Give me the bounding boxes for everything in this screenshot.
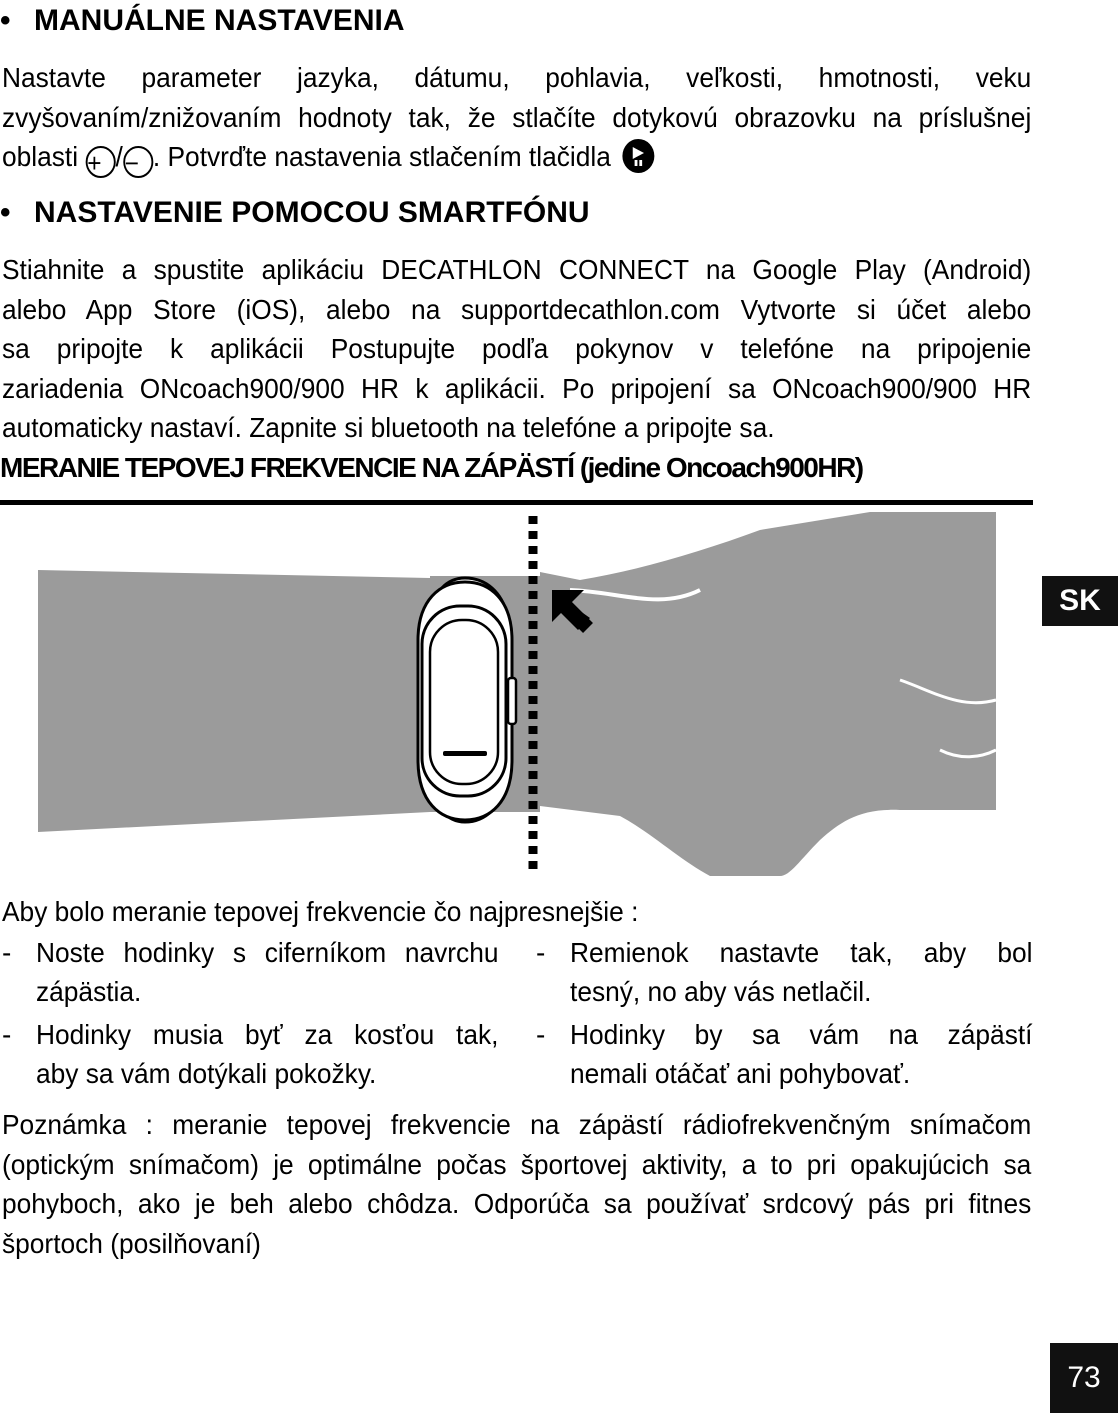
watch-icon (418, 578, 516, 822)
text-fragment: . Potvrďte nastavenia stlačením tlačidla (152, 141, 611, 172)
text-line: Remienok nastavte tak, aby bol (570, 937, 1033, 968)
bullet: • (0, 4, 11, 37)
tip-item (536, 1015, 1036, 1095)
text-line: zvyšovaním/znižovaním hodnoty tak, že stlačíte dotykovú obrazovku na príslušnej (2, 101, 1032, 133)
language-tab: SK (1042, 576, 1118, 626)
text-line: zápästia. (36, 976, 142, 1007)
tips-left-column (2, 933, 502, 1093)
dash: - (2, 937, 12, 968)
smartphone-settings-heading (0, 196, 590, 230)
text-line: pohyboch, ako je beh alebo chôdza. Odporúča sa používať srdcový pás pri fitnes (2, 1188, 1032, 1219)
tip-text (36, 1015, 498, 1093)
heart-rate-intro (2, 892, 1031, 932)
wrist-illustration (0, 510, 1040, 880)
note-paragraph (2, 1105, 1031, 1263)
smartphone-settings-paragraph (2, 250, 1031, 448)
manual-settings-heading (0, 4, 405, 38)
text-line: športoch (posilňovaní) (2, 1227, 261, 1259)
text-line: zariadenia ONcoach900/900 HR k aplikácii. Po pripojení sa ONcoach900/900 HR (2, 372, 1032, 404)
text-line: Nastavte parameter jazyka, dátumu, pohlavia, veľkosti, hmotnosti, veku (2, 62, 1032, 93)
hand-shape (540, 512, 996, 876)
plus-circle-icon: + (85, 146, 115, 178)
forearm-shape (38, 570, 430, 832)
bullet: • (0, 196, 11, 229)
tip-item (536, 933, 1036, 1013)
section-divider (0, 500, 1033, 505)
tip-text (36, 933, 498, 1011)
minus-circle-icon: − (123, 146, 153, 178)
text-line: automaticky nastaví. Zapnite si bluetooth na telefóne a pripojte sa. (2, 412, 775, 443)
smartphone-settings-title: NASTAVENIE POMOCOU SMARTFÓNU (34, 196, 590, 229)
tip-text (570, 933, 1032, 1011)
text-fragment: oblasti (2, 141, 79, 172)
tip-item (2, 933, 502, 1013)
dash: - (536, 1019, 546, 1050)
slash-separator: / (115, 141, 123, 172)
text-line: aby sa vám dotýkali pokožky. (36, 1058, 377, 1089)
text-line: Stiahnite a spustite aplikáciu DECATHLON CONNECT na Google Play (Android) (2, 254, 1032, 285)
text-line: sa pripojte k aplikácii Postupujte podľa pokynov v telefóne na pripojenie (2, 333, 1032, 364)
text-line: nemali otáčať ani pohybovať. (570, 1058, 911, 1089)
play-pause-button-icon (622, 139, 654, 173)
text-line: (optickým snímačom) je optimálne počas športovej aktivity, a to pri opakujúcich sa (2, 1148, 1032, 1180)
manual-settings-title: MANUÁLNE NASTAVENIA (34, 4, 405, 37)
text-line (2, 137, 1031, 178)
dash: - (2, 1019, 12, 1050)
heart-rate-heading: MERANIE TEPOVEJ FREKVENCIE NA ZÁPÄSTÍ (jedine Oncoach900HR) (0, 452, 863, 483)
tip-item (2, 1015, 502, 1095)
manual-settings-paragraph (2, 58, 1031, 178)
text-line: Noste hodinky s ciferníkom navrchu (36, 937, 499, 968)
page-number: 73 (1050, 1343, 1118, 1413)
text-line: Aby bolo meranie tepovej frekvencie čo najpresnejšie : (2, 896, 639, 927)
dash: - (536, 937, 546, 968)
text-line: Hodinky by sa vám na zápästí (570, 1019, 1033, 1050)
tip-text (570, 1015, 1032, 1093)
text-line: alebo App Store (iOS), alebo na supportdecathlon.com Vytvorte si účet alebo (2, 293, 1032, 325)
text-line: Hodinky musia byť za kosťou tak, (36, 1019, 499, 1050)
text-line: Poznámka : meranie tepovej frekvencie na zápästí rádiofrekvenčným snímačom (2, 1109, 1032, 1140)
text-line: tesný, no aby vás netlačil. (570, 976, 872, 1007)
tips-right-column (536, 933, 1036, 1093)
